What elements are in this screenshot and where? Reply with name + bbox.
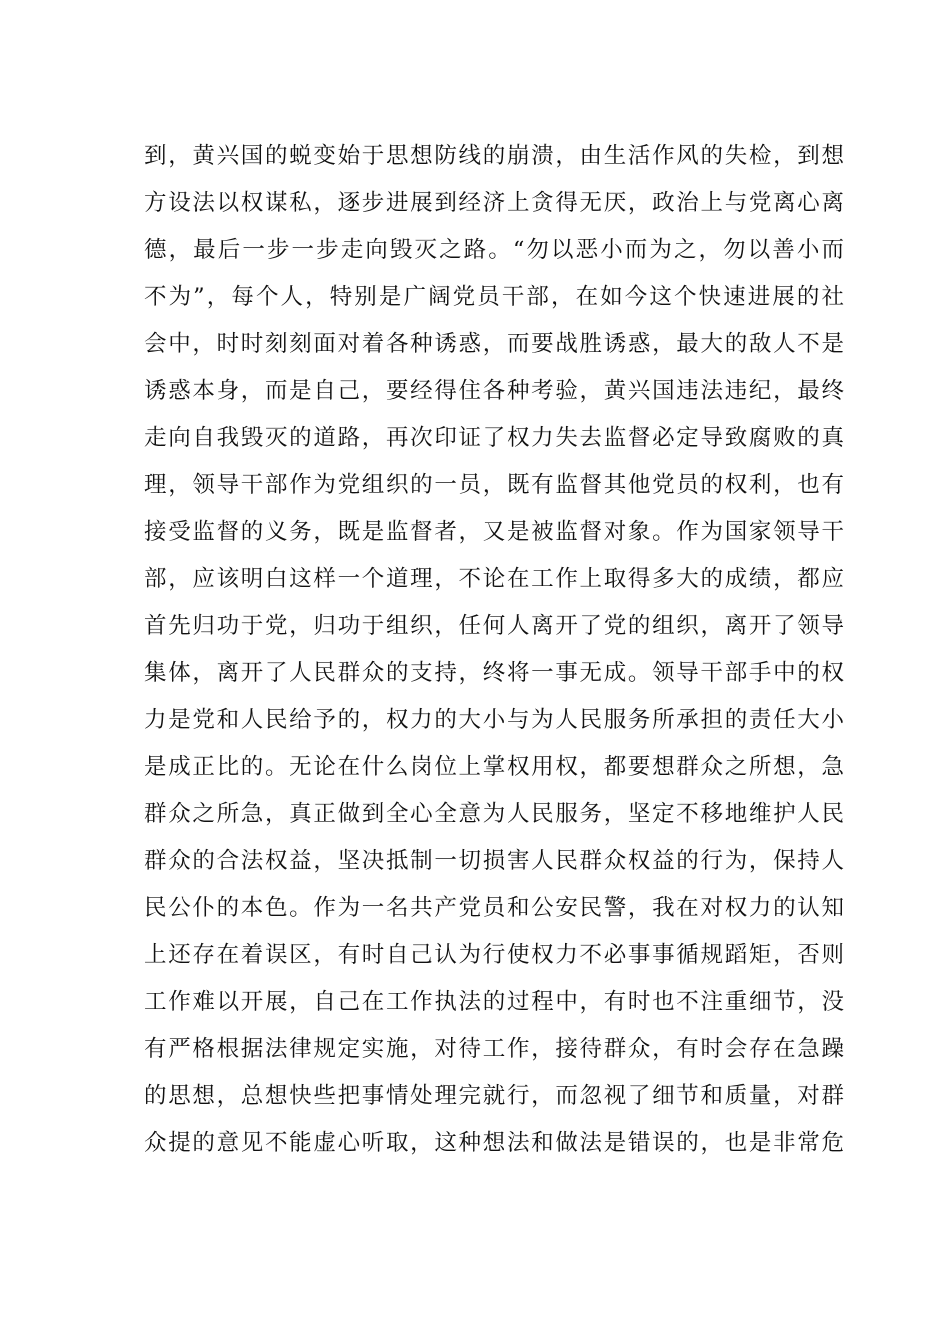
text-line: 不为”，每个人，特别是广阔党员干部，在如今这个快速进展的社 xyxy=(144,284,844,310)
text-line: 德，最后一步一步走向毁灭之路。“勿以恶小而为之，勿以善小而 xyxy=(144,237,844,263)
text-line: 集体，离开了人民群众的支持，终将一事无成。领导干部手中的权 xyxy=(144,660,844,686)
text-line: 工作难以开展，自己在工作执法的过程中，有时也不注重细节，没 xyxy=(144,989,844,1015)
text-line: 群众的合法权益，坚决抵制一切损害人民群众权益的行为，保持人 xyxy=(144,848,844,874)
text-line: 的思想，总想快些把事情处理完就行，而忽视了细节和质量，对群 xyxy=(144,1083,844,1109)
text-line: 部，应该明白这样一个道理，不论在工作上取得多大的成绩，都应 xyxy=(144,566,844,592)
text-line: 众提的意见不能虚心听取，这种想法和做法是错误的，也是非常危 xyxy=(144,1130,844,1156)
text-line: 首先归功于党，归功于组织，任何人离开了党的组织，离开了领导 xyxy=(144,613,844,639)
text-line: 接受监督的义务，既是监督者，又是被监督对象。作为国家领导干 xyxy=(144,519,844,545)
text-line: 有严格根据法律规定实施，对待工作，接待群众，有时会存在急躁 xyxy=(144,1036,844,1062)
text-line: 会中，时时刻刻面对着各种诱惑，而要战胜诱惑，最大的敌人不是 xyxy=(144,331,844,357)
text-line: 是成正比的。无论在什么岗位上掌权用权，都要想群众之所想，急 xyxy=(144,754,844,780)
text-line: 力是党和人民给予的，权力的大小与为人民服务所承担的责任大小 xyxy=(144,707,844,733)
text-line: 诱惑本身，而是自己，要经得住各种考验，黄兴国违法违纪，最终 xyxy=(144,378,844,404)
text-line: 理，领导干部作为党组织的一员，既有监督其他党员的权利，也有 xyxy=(144,472,844,498)
text-line: 群众之所急，真正做到全心全意为人民服务，坚定不移地维护人民 xyxy=(144,801,844,827)
text-line: 走向自我毁灭的道路，再次印证了权力失去监督必定导致腐败的真 xyxy=(144,425,844,451)
text-line: 到，黄兴国的蜕变始于思想防线的崩溃，由生活作风的失检，到想 xyxy=(144,143,844,169)
body-text xyxy=(144,133,844,1167)
text-line: 上还存在着误区，有时自己认为行使权力不必事事循规蹈矩，否则 xyxy=(144,942,844,968)
text-line: 方设法以权谋私，逐步进展到经济上贪得无厌，政治上与党离心离 xyxy=(144,190,844,216)
text-line: 民公仆的本色。作为一名共产党员和公安民警，我在对权力的认知 xyxy=(144,895,844,921)
